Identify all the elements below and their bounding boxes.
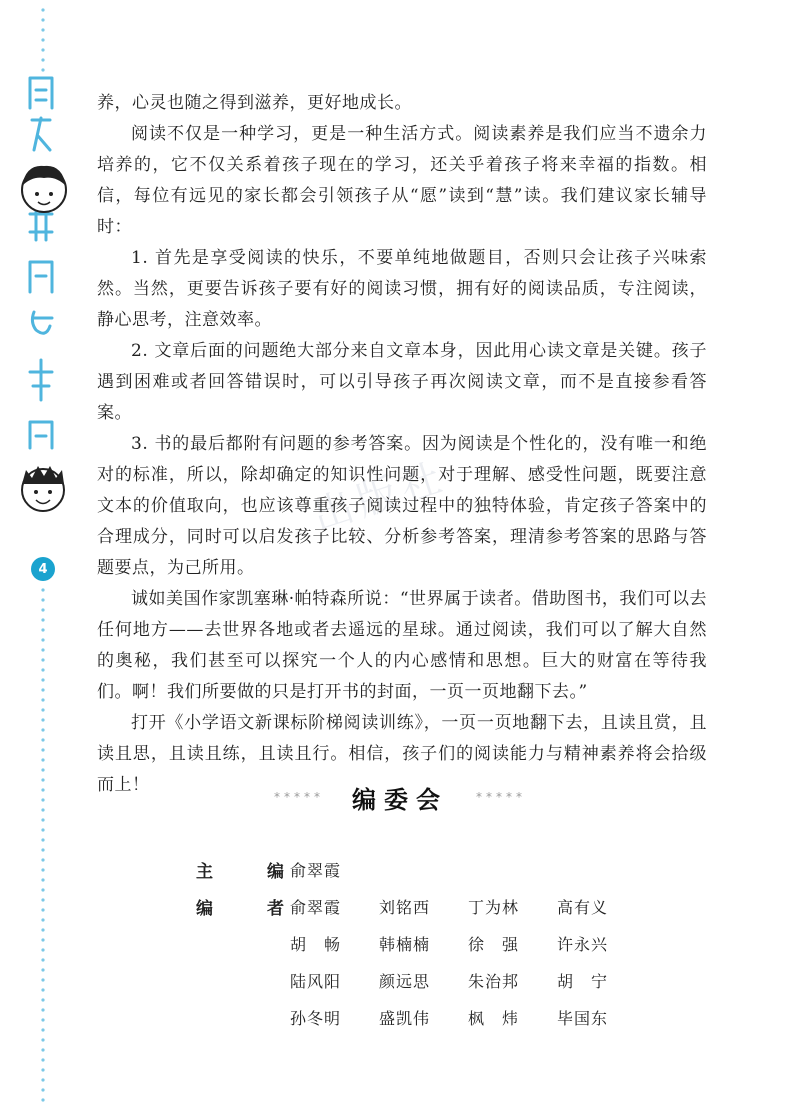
member-name: 陆风阳 [290, 972, 342, 991]
paragraph: 诚如美国作家凯塞琳·帕特森所说：“世界属于读者。借助图书，我们可以去任何地方——去世界各地或者去遥远的星球。通过阅读，我们可以了解大自然的奥秘，我们甚至可以探究一个人的内心感情和思想。巨大的财富在等待我们。啊！我们所要做的只是打开书的封面，一页一页地翻下去。” [97, 589, 707, 702]
body-text [97, 88, 707, 801]
member-name: 颜远思 [379, 972, 431, 991]
editorial-board-heading [0, 777, 800, 817]
roster-row [196, 962, 646, 999]
cartoon-boy-face [22, 466, 64, 511]
member-name: 徐 强 [468, 935, 520, 954]
member-name: 盛凯伟 [379, 1009, 431, 1028]
board-title: 编委会 [352, 784, 448, 814]
member-name: 俞翠霞 [290, 898, 342, 917]
paragraph: 1. 首先是享受阅读的快乐，不要单纯地做题目，否则只会让孩子兴味索然。当然，更要告诉孩子要有好的阅读习惯，拥有好的阅读品质，专注阅读，静心思考，注意效率。 [97, 248, 707, 330]
roster-row [196, 888, 646, 925]
paragraph: 养，心灵也随之得到滋养，更好地成长。 [97, 93, 412, 113]
vertical-title-doodle [30, 78, 52, 448]
roster-row [196, 925, 646, 962]
member-name: 俞翠霞 [290, 861, 342, 880]
roster-row [196, 999, 646, 1036]
paragraph: 3. 书的最后都附有问题的参考答案。因为阅读是个性化的，没有唯一和绝对的标准，所以，除却确定的知识性问题，对于理解、感受性问题，既要注意文本的价值取向，也应该尊重孩子阅读过程中的独特体验，肯定孩子答案中的合理成分，同时可以启发孩子比较、分析参考答案，理清参考答案的思路与答题要点，为己所用。 [97, 434, 707, 578]
stars-left: ***** [274, 790, 324, 804]
member-name: 许永兴 [557, 935, 609, 954]
paragraph: 阅读不仅是一种学习，更是一种生活方式。阅读素养是我们应当不遗余力培养的，它不仅关系着孩子现在的学习，还关乎着孩子将来幸福的指数。相信，每位有远见的家长都会引领孩子从“愿”读到“慧”读。我们建议家长辅导时： [97, 124, 707, 237]
member-name: 朱治邦 [468, 972, 520, 991]
stars-right: ***** [476, 790, 526, 804]
member-name: 毕国东 [557, 1009, 609, 1028]
member-name: 高有义 [557, 898, 609, 917]
watermark: 出版社 [307, 453, 453, 541]
role-label: 主 编 [196, 862, 284, 882]
editorial-roster [196, 851, 646, 1036]
member-name: 刘铭西 [379, 898, 431, 917]
paragraph: 打开《小学语文新课标阶梯阅读训练》，一页一页地翻下去，且读且赏，且读且思，且读且练，且读且行。相信，孩子们的阅读能力与精神素养将会拾级而上！ [97, 713, 707, 795]
paragraph: 2. 文章后面的问题绝大部分来自文章本身，因此用心读文章是关键。孩子遇到困难或者回答错误时，可以引导孩子再次阅读文章，而不是直接参看答案。 [97, 341, 707, 423]
roster-row [196, 851, 646, 888]
member-name: 枫 炜 [468, 1009, 520, 1028]
member-name: 胡 畅 [290, 935, 342, 954]
role-label: 编 者 [196, 899, 284, 919]
member-name: 孙冬明 [290, 1009, 342, 1028]
cartoon-girl-face [22, 166, 66, 212]
member-name: 丁为林 [468, 898, 520, 917]
page-number: 4 [31, 557, 55, 581]
member-name: 韩楠楠 [379, 935, 431, 954]
member-name: 胡 宁 [557, 972, 609, 991]
